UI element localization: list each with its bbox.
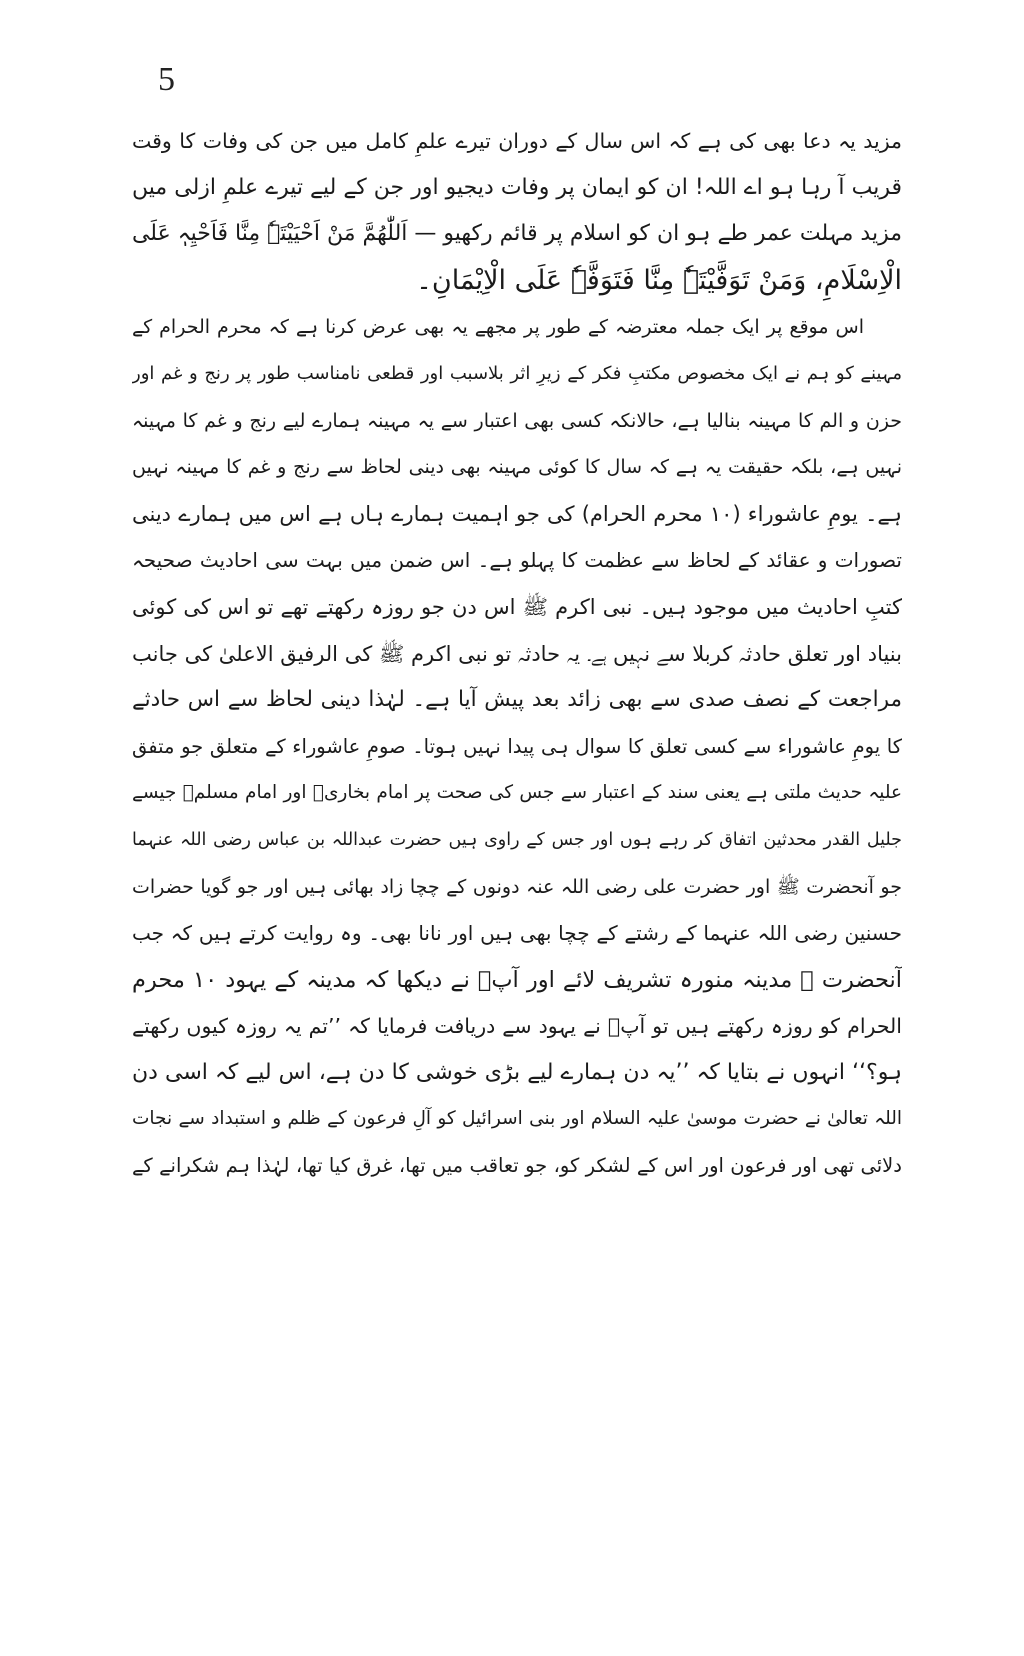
text-line: نہیں ہے، بلکہ حقیقت یہ ہے کہ سال کا کوئی مہینہ بھی دینی لحاظ سے رنج و غم کا مہینہ نہیں — [132, 456, 902, 479]
text-line: مزید یہ دعا بھی کی ہے کہ اس سال کے دوران تیرے علمِ کامل میں جن کی وفات کا وقت — [132, 129, 902, 153]
text-line: مزید مہلت عمر طے ہو ان کو اسلام پر قائم رکھیو — اَللّٰھُمَّ مَنْ اَحْیَیْتَہٗ مِنَّا فَاَحْیِہٖ عَلَی — [132, 221, 902, 247]
page-number: 5 — [158, 61, 175, 98]
text-line: مہینے کو ہم نے ایک مخصوص مکتبِ فکر کے زیرِ اثر بلاسبب اور قطعی نامناسب طور پر رنج و غم اور — [132, 362, 902, 384]
text-line: جلیل القدر محدثین اتفاق کر رہے ہوں اور جس کے راوی ہیں حضرت عبداللہ بن عباس رضی اللہ عنہما — [132, 829, 902, 850]
text-line: ہے۔ یومِ عاشوراء (۱۰ محرم الحرام) کی جو اہمیت ہمارے ہاں ہے اس میں ہمارے دینی — [132, 501, 902, 526]
text-line: ہو؟‘‘ انہوں نے بتایا کہ ’’یہ دن ہمارے لیے بڑی خوشی کا دن ہے، اس لیے کہ اسی دن — [132, 1059, 902, 1085]
text-line: اللہ تعالیٰ نے حضرت موسیٰ علیہ السلام اور بنی اسرائیل کو آلِ فرعون کے ظلم و استبداد سے نجات — [132, 1108, 902, 1130]
text-line: اس موقع پر ایک جملہ معترضہ کے طور پر مجھے یہ بھی عرض کرنا ہے کہ محرم الحرام کے — [132, 316, 864, 339]
text-line: کا یومِ عاشوراء سے کسی تعلق کا سوال ہی پیدا نہیں ہوتا۔ صومِ عاشوراء کے متعلق جو متفق — [132, 734, 902, 758]
text-line: کتبِ احادیث میں موجود ہیں۔ نبی اکرم ﷺ اس دن جو روزہ رکھتے تھے تو اس کی کوئی — [132, 594, 902, 619]
text-line: مراجعت کے نصف صدی سے بھی زائد بعد پیش آیا ہے۔ لہٰذا دینی لحاظ سے اس حادثے — [132, 687, 902, 713]
text-line: الحرام کو روزہ رکھتے ہیں تو آپؐ نے یہود سے دریافت فرمایا کہ ’’تم یہ روزہ کیوں رکھتے — [132, 1014, 902, 1039]
text-line: علیہ حدیث ملتی ہے یعنی سند کے اعتبار سے جس کی صحت پر امام بخاریؒ اور امام مسلمؒ جیسے — [132, 782, 902, 804]
text-line: الْاِسْلَامِ، وَمَنْ تَوَفَّیْتَہٗ مِنَّا فَتَوَفَّہٗ عَلَی الْاِیْمَانِ۔ — [416, 264, 902, 296]
body-text — [132, 118, 902, 1190]
text-line: قریب آ رہا ہو اے اللہ! ان کو ایمان پر وفات دیجیو اور جن کے لیے تیرے علمِ ازلی میں — [132, 174, 902, 200]
text-line: بنیاد اور تعلق حادثہ کربلا سے نہیں ہے۔ یہ حادثہ تو نبی اکرم ﷺ کی الرفیق الاعلیٰ کی جانب — [132, 641, 902, 666]
text-line: جو آنحضرت ﷺ اور حضرت علی رضی اللہ عنہ دونوں کے چچا زاد بھائی ہیں اور جو گویا حضرات — [132, 875, 902, 898]
text-line: حسنین رضی اللہ عنہما کے رشتے کے چچا بھی ہیں اور نانا بھی۔ وہ روایت کرتے ہیں کہ جب — [132, 921, 902, 946]
text-line: دلائی تھی اور فرعون اور اس کے لشکر کو، جو تعاقب میں تھا، غرق کیا تھا، لہٰذا ہم شکرانے کے — [132, 1154, 902, 1178]
text-line: تصورات و عقائد کے لحاظ سے عظمت کا پہلو ہے۔ اس ضمن میں بہت سی احادیث صحیحہ — [132, 548, 902, 573]
text-line: حزن و الم کا مہینہ بنالیا ہے، حالانکہ کسی بھی اعتبار سے یہ مہینہ ہمارے لیے رنج و غم کا مہینہ — [132, 409, 902, 432]
text-line: آنحضرت ﷺ مدینہ منورہ تشریف لائے اور آپؐ نے دیکھا کہ مدینہ کے یہود ۱۰ محرم — [132, 966, 902, 993]
